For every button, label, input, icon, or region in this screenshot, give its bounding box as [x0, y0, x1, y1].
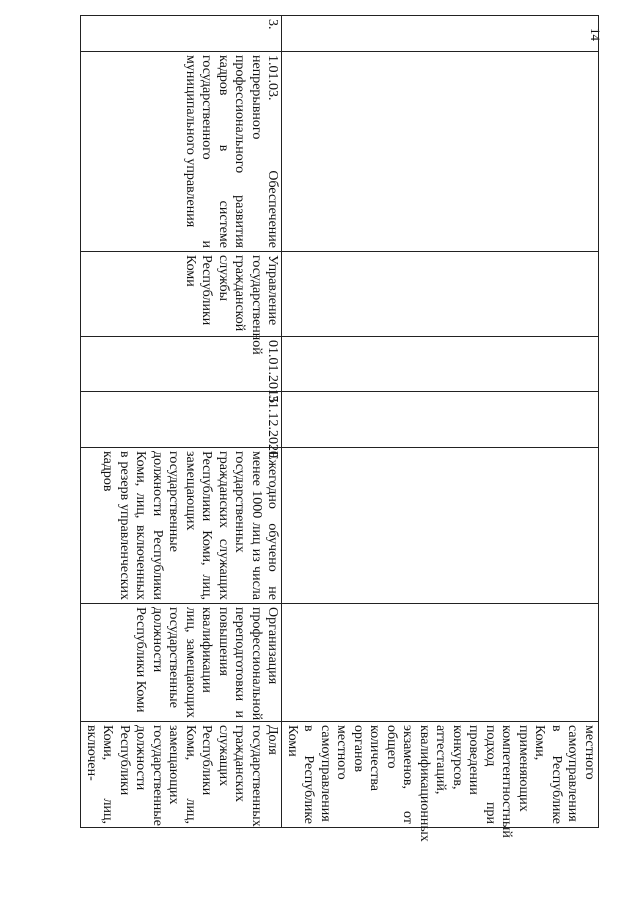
program-table [81, 15, 600, 842]
cell-num [282, 16, 599, 52]
cell-executor [282, 252, 599, 337]
cell-start [282, 337, 599, 392]
cell-end: 31.12.2020 [81, 392, 282, 448]
page-number: 14 [588, 28, 603, 41]
continuation-row [282, 16, 599, 828]
cell-num: 3. [81, 16, 282, 52]
cell-executor: Управление государственной гражданской службы Республики Коми [81, 252, 282, 337]
cell-activity: 1.01.03. Обеспечение непрерывного профессионального развития кадров в системе государственного и муниципального управления [81, 52, 282, 252]
table-row [81, 16, 282, 828]
cell-indicator: Доля государственных гражданских служащих Республики Коми, лиц, замещающих государственные должности Республики Коми, лиц, включен- [81, 722, 282, 828]
cell-start: 01.01.2015 [81, 337, 282, 392]
cell-result: Ежегодно обучено не менее 1000 лиц из числа государственных гражданских служащих Республики Коми, лиц, замещающих государственные должности Республики Коми, лиц, включенных в резерв управленческих кадров [81, 448, 282, 604]
cell-result [282, 448, 599, 604]
cell-indicator: местного самоуправления в Республике Коми, применяющих компетентностный подход при проведении конкурсов, аттестаций, квалификационных экзаменов, от общего количества органов местного самоуправления в Республике Коми [282, 722, 599, 828]
cell-end [282, 392, 599, 448]
cell-activity [282, 52, 599, 252]
rotated-table-wrapper [77, 15, 599, 842]
cell-consequence [282, 604, 599, 722]
cell-consequence: Организация профессиональной переподготовки и повышения квалификации лиц, замещающих государственные должности Республики Коми [81, 604, 282, 722]
